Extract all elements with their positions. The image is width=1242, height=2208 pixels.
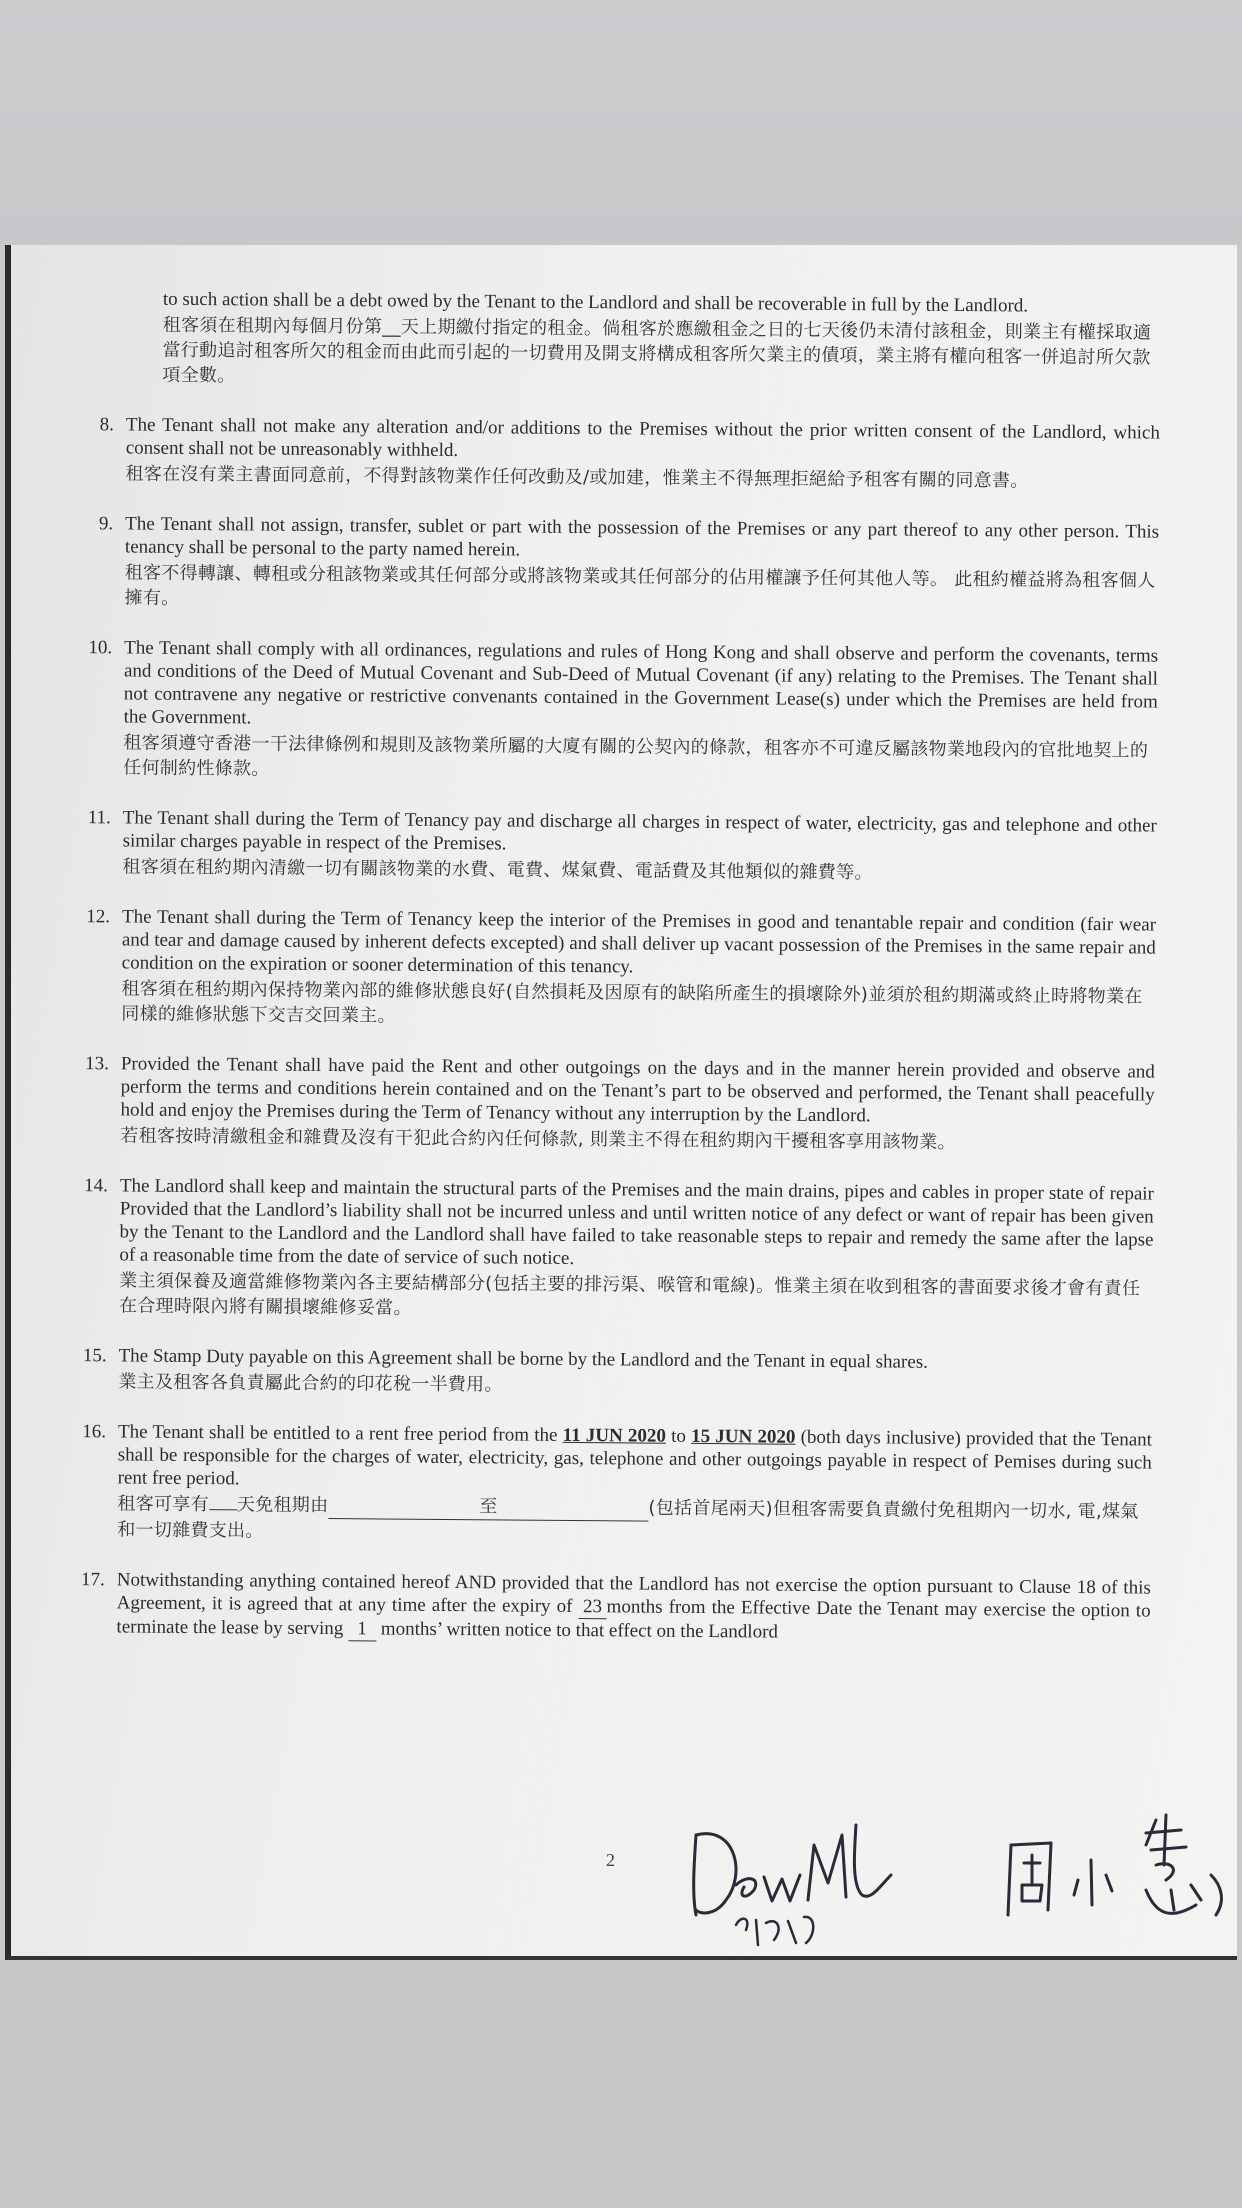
clause-text-zh bbox=[117, 1491, 1151, 1550]
background-top bbox=[0, 0, 1242, 245]
clause-text-zh: 租客在沒有業主書面同意前，不得對該物業作任何改動及/或加建，惟業主不得無理拒絕給予租客有關的同意書。 bbox=[125, 463, 1029, 492]
landlord-signature-image bbox=[666, 1805, 906, 1955]
clause-15 bbox=[62, 1344, 1152, 1403]
clause-text-en: The Tenant shall during the Term of Tenancy pay and discharge all charges in respect of water, electricity, gas and telephone and other similar charges payable in respect of the Premises. bbox=[122, 807, 1157, 855]
clause-text-en: Provided the Tenant shall have paid the Rent and other outgoings on the days and in the manner herein provided and observe and perform the terms and conditions herein contained and on the Tenant’s part to be observed and performed, the Tenant shall peacefully hold and enjoy the Premises during the Term of Tenancy without any interruption by the Landlord. bbox=[120, 1053, 1155, 1127]
clause-number: 8. bbox=[99, 414, 115, 436]
clause-text-zh: 租客不得轉讓、轉租或分租該物業或其任何部分或將該物業或其任何部分的佔用權讓予任何其他人等。 此租約權益將為租客個人擁有。 bbox=[124, 562, 1156, 609]
clause-16-zh-to: 至 bbox=[479, 1496, 498, 1518]
document-content bbox=[60, 287, 1161, 1674]
clause-number: 15. bbox=[82, 1345, 107, 1367]
clause-text-en: The Tenant shall during the Term of Tenancy keep the interior of the Premises in good and tenantable repair and condition (fair wear and tear and damage caused by inherent defects excepted) and shall deliver up vacant possession of the Premises in the same repair and condition on the expiration or sooner determination of this tenancy. bbox=[121, 906, 1157, 978]
page-number: 2 bbox=[606, 1850, 615, 1870]
background-bottom bbox=[0, 1962, 1242, 2208]
rent-free-period-blank bbox=[328, 1493, 648, 1522]
clause-number: 10. bbox=[88, 637, 113, 659]
clause-10 bbox=[67, 636, 1158, 789]
clause-16-text-start: The Tenant shall be entitled to a rent free period from the bbox=[117, 1421, 563, 1446]
clause-text-en: The Landlord shall keep and maintain the structural parts of the Premises and the main drains, pipes and cables in proper state of repair Provided that the Landlord’s liability shall not be incurred unless and until written notice of any defect or want of repair has been given by the Tenant to the Landlord and the Landlord shall have failed to take reasonable steps to repair and remedy the same after the lapse of a reasonable time from the date of service of such notice. bbox=[119, 1175, 1154, 1269]
clause-14 bbox=[63, 1174, 1154, 1327]
notice-months-value: 1 bbox=[348, 1617, 376, 1641]
clause-text-zh: 業主及租客各負責屬此合約的印花稅一半費用。 bbox=[118, 1371, 503, 1396]
clause-16-zh-mid: 天免租期由 bbox=[236, 1494, 329, 1517]
clause-16 bbox=[61, 1420, 1152, 1551]
clause-17 bbox=[60, 1568, 1151, 1648]
clause-13 bbox=[64, 1052, 1155, 1157]
clause-number: 17. bbox=[81, 1569, 105, 1591]
clause-text-zh: 若租客按時清繳租金和雜費及沒有干犯此合約內任何條款, 則業主不得在租約期內干擾租客享用該物業。 bbox=[120, 1125, 956, 1153]
clause-text-zh: 租客須在租約期內清繳一切有關該物業的水費、電費、煤氣費、電話費及其他類似的雜費等。 bbox=[122, 856, 873, 884]
rent-free-end-date: 15 JUN 2020 bbox=[691, 1425, 796, 1448]
clause-16-text-to: to bbox=[665, 1425, 692, 1447]
lead-text-zh: 租客須在租期內每個月份第__天上期繳付指定的租金。倘租客於應繳租金之日的七天後仍未清付該租金，則業主有權採取適當行動追討租客所欠的租金而由此而引起的一切費用及開支將構成租客所欠業主的債項，業主將有權向租客一併追討所欠款項全數。 bbox=[162, 314, 1152, 387]
clause-number: 12. bbox=[86, 906, 111, 928]
rent-free-days-blank bbox=[209, 1509, 237, 1510]
clause-number: 16. bbox=[82, 1421, 107, 1443]
clause-text-en: The Tenant shall not make any alteration and/or additions to the Premises without the prior written consent of the Landlord, which consent shall not be unreasonably withheld. bbox=[125, 414, 1160, 462]
clause-16-text-end: (both days inclusive) provided that the Tenant shall be responsible for the charges of water, electricity, gas, telephone and other outgoings payable in respect of Pemises during such rent free period. bbox=[117, 1426, 1153, 1490]
clause-number: 9. bbox=[98, 513, 114, 535]
clause-number: 11. bbox=[87, 807, 111, 829]
clause-text-en: The Tenant shall comply with all ordinances, regulations and rules of Hong Kong and shall observe and perform the covenants, terms and conditions of the Deed of Mutual Covenant and Sub-Deed of Mutual Covenant (if any) relating to the Premises. The Tenant shall not contravene any negative or restrictive convenants contained in the Government Lease(s) under which the Premises are held from the Government. bbox=[123, 637, 1159, 729]
clause-12 bbox=[65, 905, 1156, 1035]
clause-9 bbox=[68, 512, 1159, 619]
clause-number: 13. bbox=[85, 1053, 109, 1075]
clause-11 bbox=[66, 806, 1157, 888]
document-page bbox=[5, 245, 1237, 1960]
clause-17-text-end: months’ written notice to that effect on the Landlord bbox=[375, 1618, 779, 1643]
lead-text-en: to such action shall be a debt owed by the Tenant to the Landlord and shall be recoverable in full by the Landlord. bbox=[162, 288, 1029, 317]
tenant-signature-image bbox=[996, 1805, 1236, 1935]
clause-text-en: The Tenant shall not assign, transfer, sublet or part with the possession of the Premises or any part thereof to any other person. This tenancy shall be personal to the party named herein. bbox=[124, 513, 1160, 561]
lead-paragraph bbox=[70, 287, 1161, 396]
clause-text-en bbox=[116, 1568, 1151, 1647]
clause-8 bbox=[69, 413, 1160, 495]
months-value: 23 bbox=[578, 1595, 606, 1619]
clause-text-zh: 業主須保養及適當維修物業內各主要結構部分(包括主要的排污渠、喉管和電線)。惟業主須在收到租客的書面要求後才會有責任在合理時限內將有關損壞維修妥當。 bbox=[118, 1270, 1141, 1319]
clause-17-text-mid: months from the Effective Date the Tenant may exercise the option to terminate the lease by serving bbox=[116, 1596, 1151, 1640]
clause-text-en bbox=[118, 1420, 1153, 1497]
clause-text-zh: 租客須遵守香港一干法律條例和規則及該物業所屬的大廈有關的公契內的條款，租客亦不可違反屬該物業地段內的官批地契上的任何制約性條款。 bbox=[123, 732, 1149, 780]
clause-17-text-start: Notwithstanding anything contained hereof AND provided that the Landlord has not exercise the option pursuant to Clause 18 of this Agreement, it is agreed that at any time after the expiry of bbox=[116, 1569, 1151, 1618]
clause-text-en: The Stamp Duty payable on this Agreement shall be borne by the Landlord and the Tenant in equal shares. bbox=[118, 1345, 928, 1373]
clause-number: 14. bbox=[84, 1175, 109, 1197]
rent-free-start-date: 11 JUN 2020 bbox=[562, 1424, 667, 1447]
clause-16-zh-end: (包括首尾兩天)但租客需要負責繳付免租期內一切水, 電,煤氣和一切雜費支出。 bbox=[117, 1497, 1139, 1542]
clause-16-zh-start: 租客可享有 bbox=[117, 1493, 210, 1516]
clause-text-zh: 租客須在租約期內保持物業內部的維修狀態良好(自然損耗及因原有的缺陷所產生的損壞除外)並須於租約期滿或終止時將物業在同樣的維修狀態下交吉交回業主。 bbox=[121, 978, 1143, 1027]
